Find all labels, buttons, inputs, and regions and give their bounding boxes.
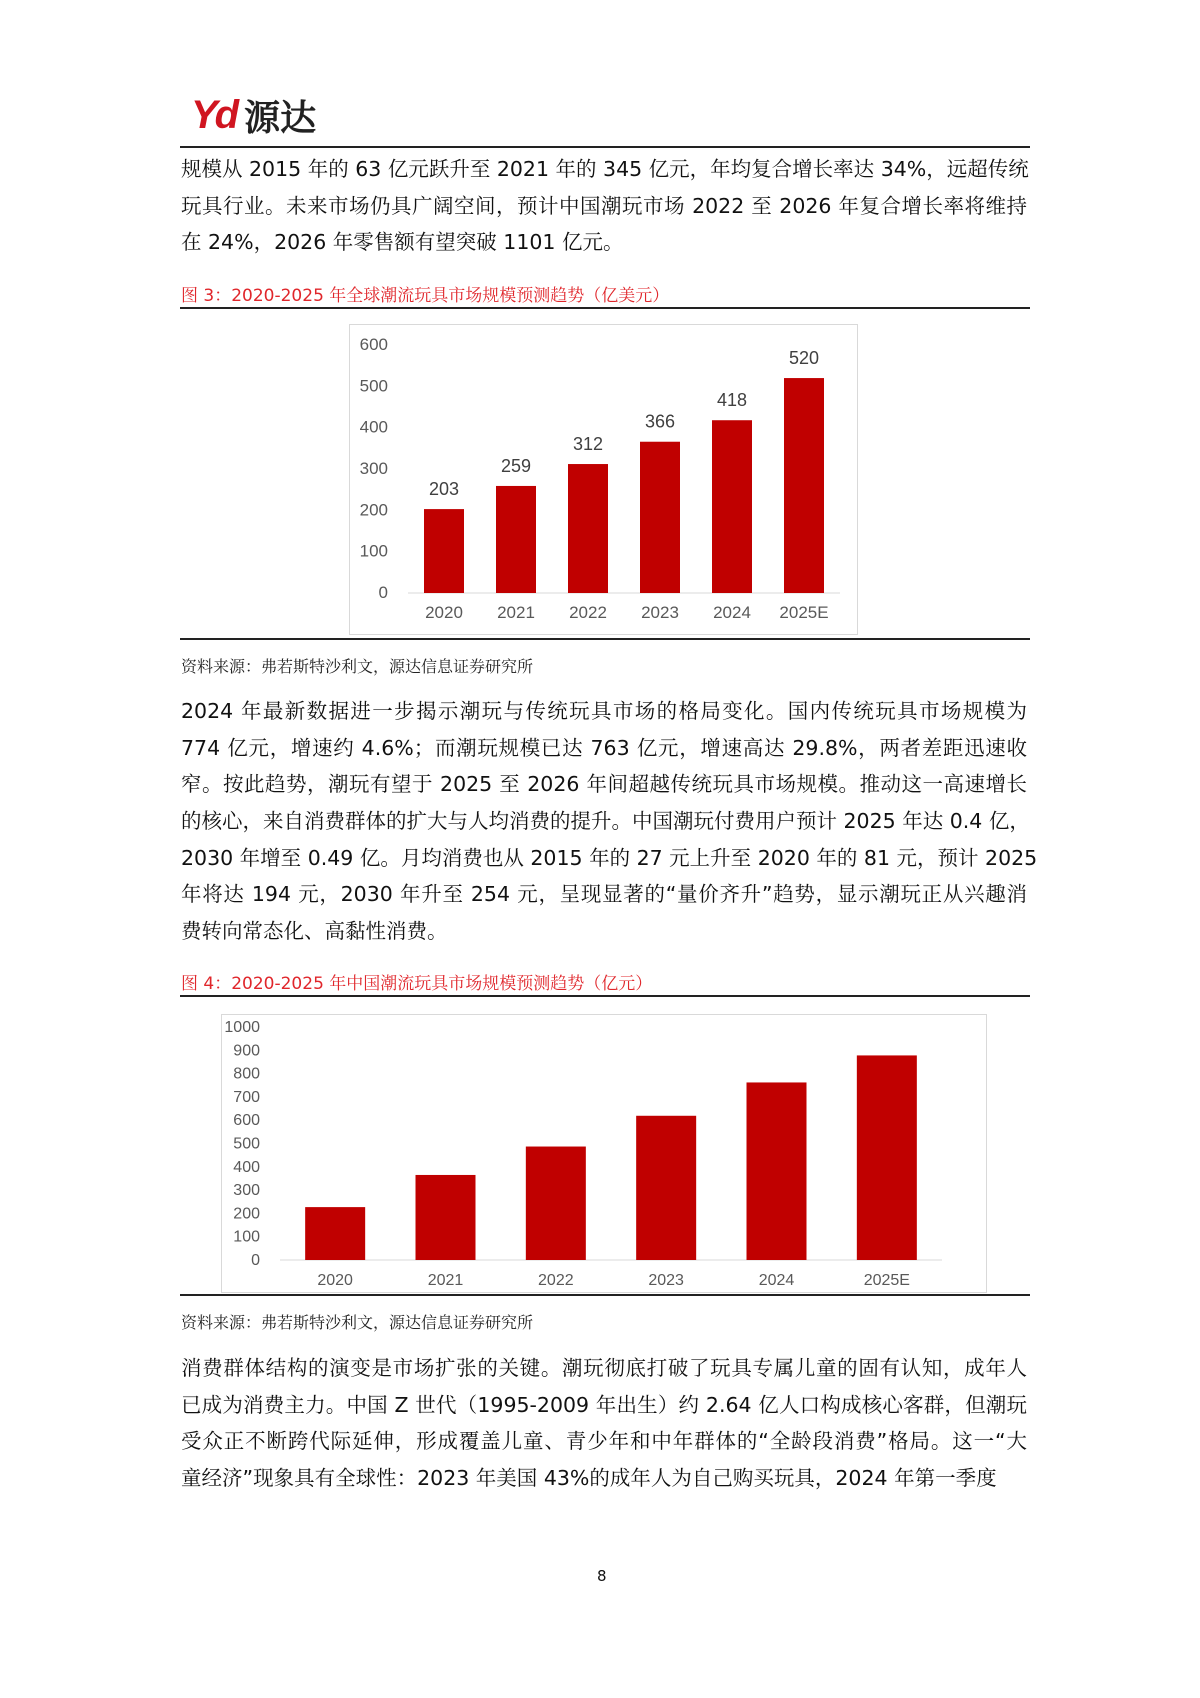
data-label: 418: [716, 390, 748, 411]
x-tick-label: 2021: [427, 1272, 464, 1289]
x-tick-label: 2022: [538, 1272, 574, 1289]
bar-2024: [747, 1082, 807, 1260]
bar-2023: [640, 442, 680, 593]
y-tick-label: 100: [233, 1228, 260, 1246]
figure-4-caption: 图 4：2020-2025 年中国潮流玩具市场规模预测趋势（亿元）: [181, 974, 653, 994]
x-tick-label: 2020: [425, 603, 463, 622]
y-tick-label: 0: [251, 1252, 260, 1269]
figure-3-chart: [349, 324, 858, 635]
bar-2020: [305, 1207, 365, 1260]
page-number: 8: [597, 1567, 607, 1585]
paragraph-line: 774 亿元，增速约 4.6%；而潮玩规模已达 763 亿元，增速高达 29.8%，两者差距迅速收: [181, 735, 1027, 760]
x-tick-label: 2022: [569, 603, 607, 622]
paragraph-3: [181, 1350, 1027, 1497]
paragraph-line: 2024 年最新数据进一步揭示潮玩与传统玩具市场的格局变化。国内传统玩具市场规模为: [181, 699, 1027, 723]
bar-2021: [416, 1175, 476, 1260]
logo-mark: Yd: [191, 92, 237, 137]
y-tick-label: 600: [233, 1112, 260, 1130]
data-label: 203: [428, 479, 460, 500]
paragraph-line: 的核心，来自消费群体的扩大与人均消费的提升。中国潮玩付费用户预计 2025 年达 0.4 亿，: [181, 809, 1030, 834]
y-tick-label: 200: [359, 500, 388, 520]
paragraph-1: [181, 151, 1027, 261]
y-tick-label: 300: [233, 1182, 260, 1200]
paragraph-2: [181, 693, 1038, 950]
y-tick-label: 300: [359, 459, 388, 478]
x-tick-label: 2025E: [779, 603, 829, 622]
figure-3-source: 资料来源：弗若斯特沙利文，源达信息证券研究所: [181, 657, 534, 676]
y-tick-label: 600: [359, 335, 388, 354]
bar-2022: [526, 1147, 586, 1260]
x-tick-label: 2024: [758, 1272, 795, 1289]
y-tick-label: 1000: [224, 1019, 260, 1036]
x-tick-label: 2021: [497, 603, 535, 622]
paragraph-line: 年将达 194 元，2030 年升至 254 元，呈现显著的“量价齐升”趋势，显示潮玩正从兴趣消: [181, 882, 1027, 907]
y-tick-label: 800: [233, 1065, 260, 1083]
x-tick-label: 2020: [317, 1272, 353, 1289]
y-tick-label: 200: [233, 1205, 260, 1223]
paragraph-line: 童经济”现象具有全球性：2023 年美国 43%的成年人为自己购买玩具，2024 年第一季度: [181, 1466, 997, 1491]
y-tick-label: 500: [233, 1135, 260, 1153]
figure-4-chart: [221, 1014, 987, 1293]
figure-3-bottom-rule: [180, 638, 1030, 640]
y-tick-label: 400: [233, 1158, 260, 1176]
paragraph-line: 规模从 2015 年的 63 亿元跃升至 2021 年的 345 亿元，年均复合增长率达 34%，远超传统: [181, 157, 1029, 181]
y-tick-label: 700: [233, 1088, 260, 1106]
figure-3-top-rule: [180, 307, 1030, 309]
x-tick-label: 2023: [641, 603, 679, 622]
figure-4-top-rule: [180, 995, 1030, 997]
bar-2023: [636, 1116, 696, 1260]
bar-2025E: [784, 378, 824, 593]
figure-4-source: 资料来源：弗若斯特沙利文，源达信息证券研究所: [181, 1313, 534, 1332]
logo: [191, 92, 317, 139]
x-tick-label: 2023: [648, 1272, 684, 1289]
paragraph-line: 2030 年增至 0.49 亿。月均消费也从 2015 年的 27 元上升至 2020 年的 81 元，预计 2025: [181, 845, 1038, 870]
y-tick-label: 100: [359, 541, 388, 561]
y-tick-label: 500: [359, 376, 388, 396]
figure-3-caption: 图 3：2020-2025 年全球潮流玩具市场规模预测趋势（亿美元）: [181, 286, 670, 306]
data-label: 520: [788, 348, 820, 369]
data-label: 312: [572, 434, 604, 455]
paragraph-line: 已成为消费主力。中国 Z 世代（1995-2009 年出生）约 2.64 亿人口构成核心客群，但潮玩: [181, 1392, 1027, 1417]
bar-2025E: [857, 1055, 917, 1260]
header-rule: [180, 146, 1030, 148]
y-tick-label: 0: [378, 583, 388, 602]
bar-2022: [568, 464, 608, 593]
paragraph-line: 窄。按此趋势，潮玩有望于 2025 至 2026 年间超越传统玩具市场规模。推动这一高速增长: [181, 772, 1027, 797]
y-tick-label: 400: [359, 417, 388, 437]
data-label: 366: [644, 411, 676, 432]
x-tick-label: 2024: [713, 603, 751, 622]
bar-2024: [712, 420, 752, 593]
paragraph-line: 费转向常态化、高黏性消费。: [181, 919, 448, 944]
paragraph-line: 消费群体结构的演变是市场扩张的关键。潮玩彻底打破了玩具专属儿童的固有认知，成年人: [181, 1356, 1027, 1380]
x-tick-label: 2025E: [863, 1272, 910, 1289]
paragraph-line: 受众正不断跨代际延伸，形成覆盖儿童、青少年和中年群体的“全龄段消费”格局。这一“大: [181, 1429, 1027, 1454]
logo-text: 源达: [244, 97, 317, 139]
paragraph-line: 在 24%，2026 年零售额有望突破 1101 亿元。: [181, 230, 624, 255]
figure-4-bottom-rule: [180, 1294, 1030, 1296]
paragraph-line: 玩具行业。未来市场仍具广阔空间，预计中国潮玩市场 2022 至 2026 年复合增长率将维持: [181, 193, 1027, 218]
y-tick-label: 900: [233, 1042, 260, 1060]
bar-2021: [496, 486, 536, 593]
data-label: 259: [500, 455, 532, 476]
bar-2020: [424, 509, 464, 593]
